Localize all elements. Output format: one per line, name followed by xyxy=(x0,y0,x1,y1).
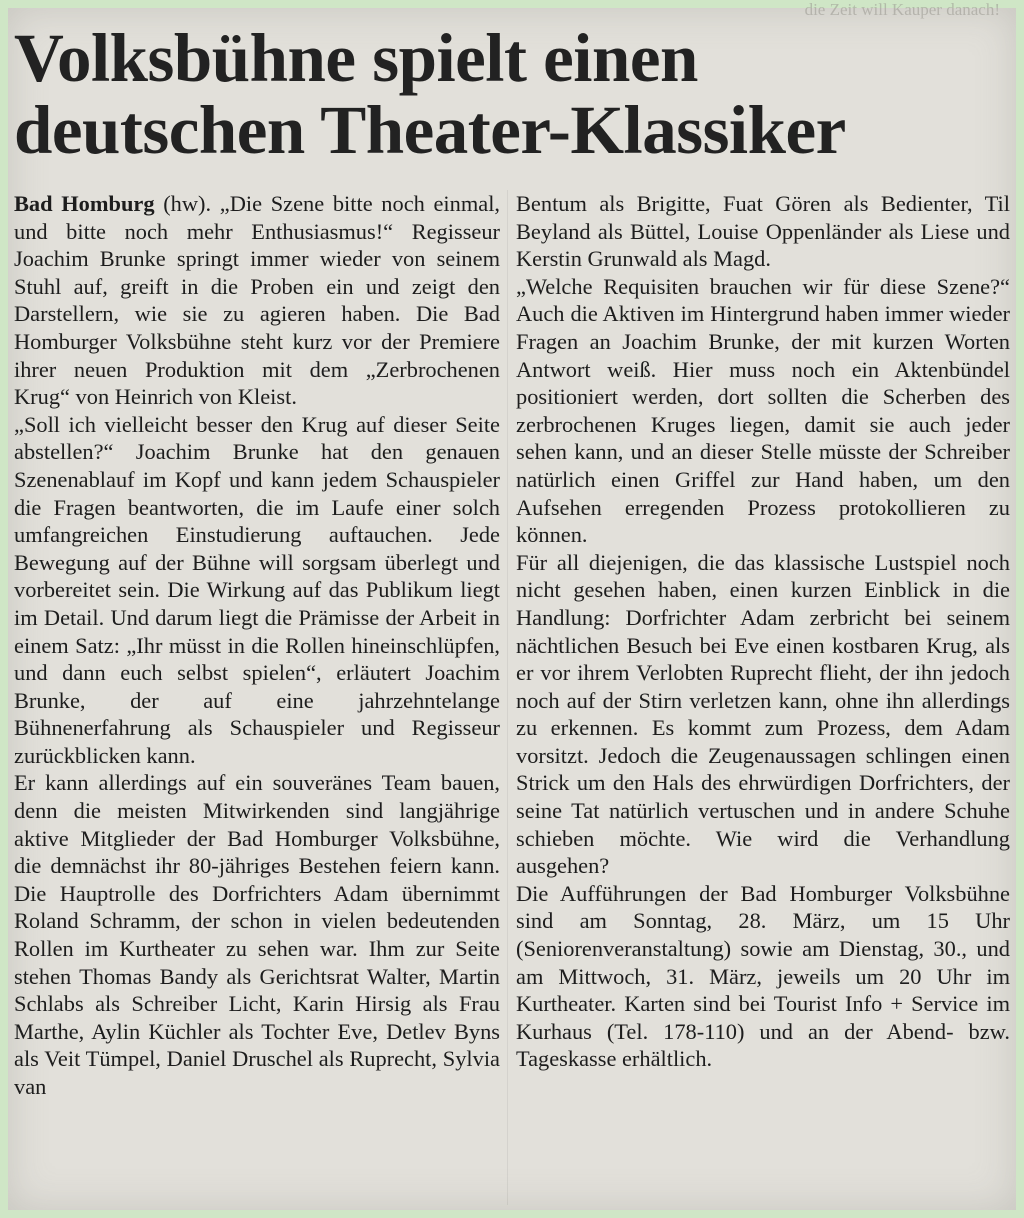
dateline-author: (hw). xyxy=(154,191,220,216)
bleed-top-right: die Zeit will Kauper danach! xyxy=(804,0,1000,19)
headline-line-1: Volksbühne spielt einen xyxy=(14,20,698,96)
paragraph: Für all diejenigen, die das klassische Lustspiel noch nicht gesehen haben, einen kurzen Einblick in die Handlung: Dorfrichter Adam zerbricht bei seinem nächtlichen Besuch bei Eve einen kostbaren Krug, als er vor ihrem Verlobten Ruprecht flieht, der ihn jedoch noch auf der Stirn verletzen kann, ohne ihn allerdings zu erkennen. Es kommt zum Prozess, dem Adam vorsitzt. Jedoch die Zeugenaussagen schlingen einen Strick um den Hals des ehrwürdigen Dorfrichters, der seine Tat natürlich vertuschen und in andere Schuhe schieben möchte. Wie wird die Verhandlung ausgehen? xyxy=(516,549,1010,879)
paragraph: Bentum als Brigitte, Fuat Gören als Bedienter, Til Beyland als Büttel, Louise Oppenländer als Liese und Kerstin Grunwald als Magd. xyxy=(516,191,1010,272)
dateline: Bad Homburg xyxy=(14,191,155,216)
paragraph-text: „Die Szene bitte noch einmal, und bitte noch mehr Enthusiasmus!“ Regisseur Joachim Brunke springt immer wieder von seinem Stuhl auf, greift in die Proben ein und zeigt den Darstellern, wie sie zu agieren haben. Die Bad Homburger Volksbühne steht kurz vor der Premiere ihrer neuen Produktion mit dem „Zerbrochenen Krug“ von Heinrich von Kleist. xyxy=(14,191,501,410)
paragraph: Die Aufführungen der Bad Homburger Volksbühne sind am Sonntag, 28. März, um 15 Uhr (Seniorenveranstaltung) sowie am Dienstag, 30., und am Mittwoch, 31. März, jeweils um 20 Uhr im Kurtheater. Karten sind bei Tourist Info + Service im Kurhaus (Tel. 178-110) und an der Abend- bzw. Tageskasse erhältlich. xyxy=(516,880,1010,1072)
article-headline xyxy=(14,22,994,166)
paragraph xyxy=(14,190,500,411)
column-gutter xyxy=(507,190,508,1205)
article-column-left xyxy=(14,190,500,1101)
article-column-right xyxy=(516,190,1010,1073)
paragraph: „Welche Requisiten brauchen wir für diese Szene?“ Auch die Aktiven im Hintergrund haben immer wieder Fragen an Joachim Brunke, der mit kurzen Worten Antwort weiß. Hier muss noch ein Aktenbündel positioniert werden, dort sollten die Scherben des zerbrochenen Kruges liegen, damit sie auch jeder sehen kann, und an dieser Stelle müsste der Schreiber natürlich einen Griffel zur Hand haben, um den Aufsehen erregenden Prozess protokollieren zu können. xyxy=(516,273,1010,548)
headline-line-2: deutschen Theater-Klassiker xyxy=(14,92,846,168)
paragraph: „Soll ich vielleicht besser den Krug auf dieser Seite abstellen?“ Joachim Brunke hat den genauen Szenenablauf im Kopf und kann jedem Schauspieler die Fragen beantworten, die im Laufe einer solch umfangreichen Einstudierung auftauchen. Jede Bewegung auf der Bühne will sorgsam überlegt und vorbereitet sein. Die Wirkung auf das Publikum liegt im Detail. Und darum liegt die Prämisse der Arbeit in einem Satz: „Ihr müsst in die Rollen hineinschlüpfen, und dann euch selbst spielen“, erläutert Joachim Brunke, der auf eine jahrzehntelange Bühnenerfahrung als Schauspieler und Regisseur zurückblicken kann. xyxy=(14,411,500,768)
paragraph: Er kann allerdings auf ein souveränes Team bauen, denn die meisten Mitwirkenden sind langjährige aktive Mitglieder der Bad Homburger Volksbühne, die demnächst ihr 80-jähriges Bestehen feiern kann. Die Hauptrolle des Dorfrichters Adam übernimmt Roland Schramm, der schon in vielen bedeutenden Rollen im Kurtheater zu sehen war. Ihm zur Seite stehen Thomas Bandy als Gerichtsrat Walter, Martin Schlabs als Schreiber Licht, Karin Hirsig als Frau Marthe, Aylin Küchler als Tochter Eve, Detlev Byns als Veit Tümpel, Daniel Druschel als Ruprecht, Sylvia van xyxy=(14,770,500,1099)
